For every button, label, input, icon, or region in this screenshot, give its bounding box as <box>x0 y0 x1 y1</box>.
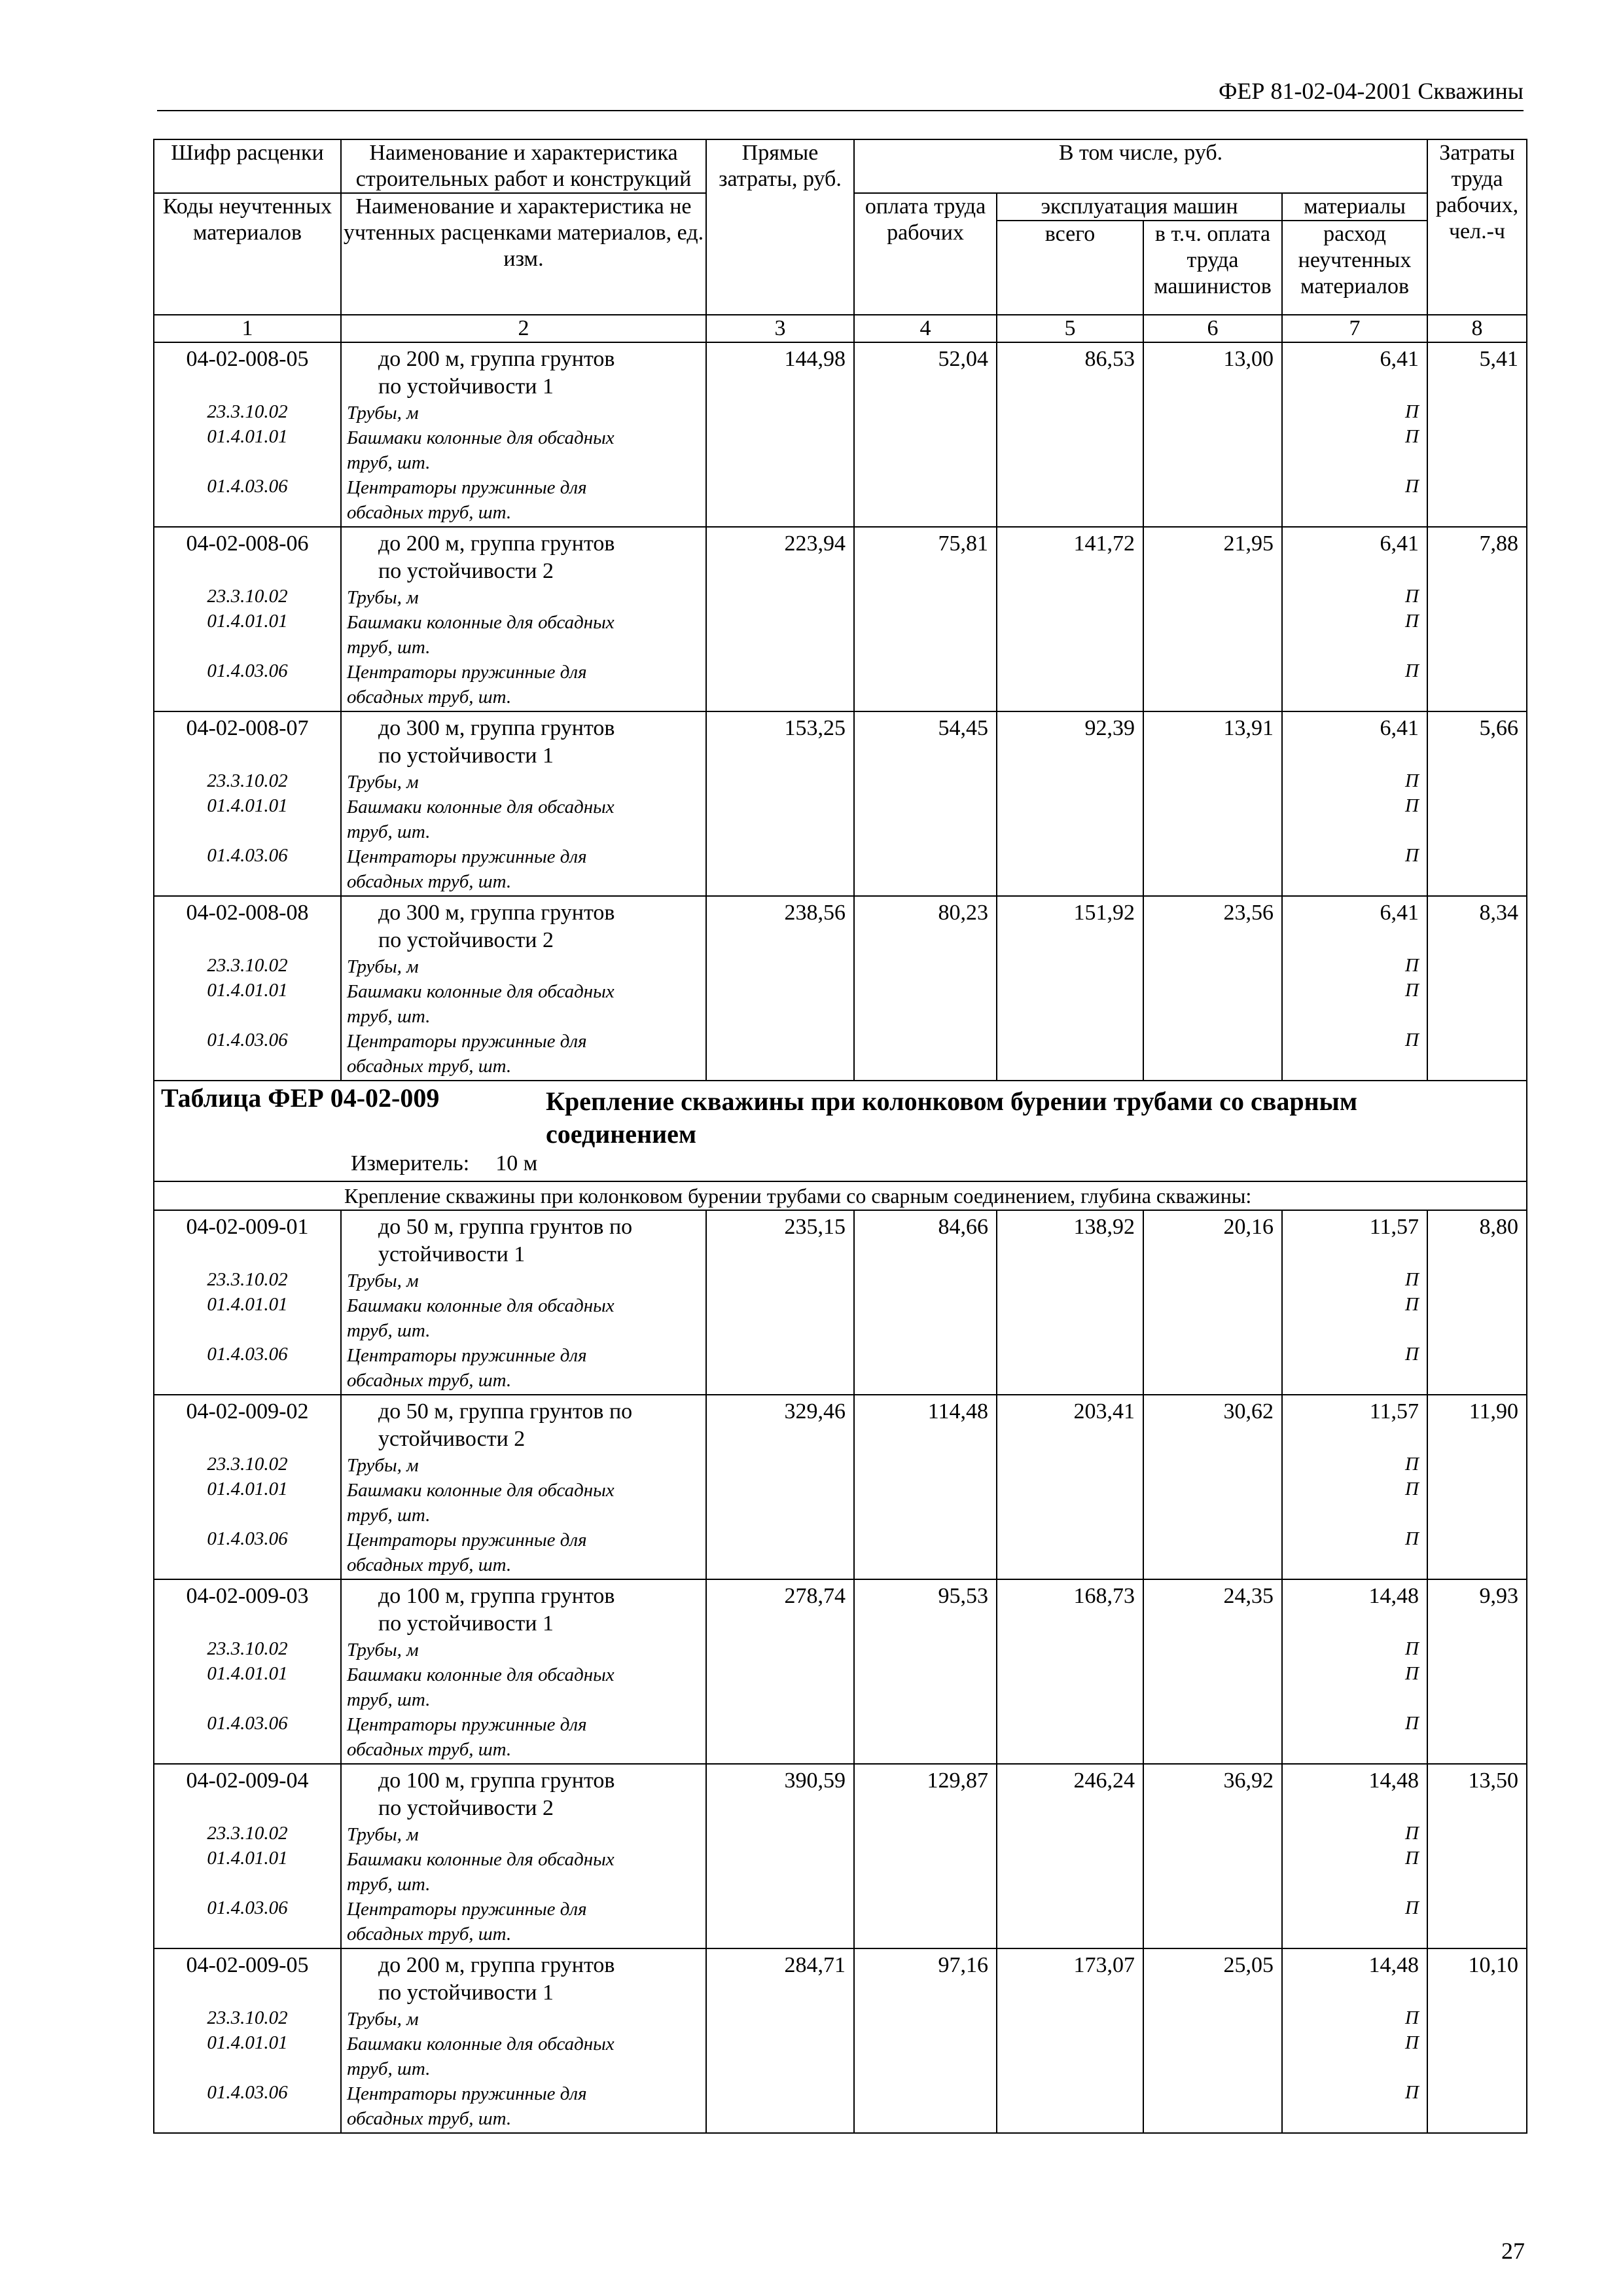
material-name: Башмаки колонные для обсадных труб, шт. <box>347 1664 615 1710</box>
material-name: Центраторы пружинные для обсадных труб, шт. <box>347 2083 587 2129</box>
materials-cost: 11,57 <box>1369 1215 1419 1239</box>
labor-pay: 84,66 <box>938 1215 988 1239</box>
material-name: Трубы, м <box>347 1640 419 1660</box>
labor-cell <box>1427 1210 1527 1395</box>
material-code: 23.3.10.02 <box>207 1454 288 1475</box>
labor-hours: 5,41 <box>1479 347 1518 371</box>
col-head-unacc-names: Наименование и характеристика не учтенных расценками материалов, ед. изм. <box>341 193 706 315</box>
machines-total: 173,07 <box>1073 1953 1135 1977</box>
material-qty: П <box>1405 426 1419 447</box>
labor-pay: 129,87 <box>927 1768 988 1793</box>
material-code: 01.4.01.01 <box>207 795 288 816</box>
material-name: Трубы, м <box>347 1455 419 1476</box>
rate-code-cell <box>154 1210 341 1395</box>
direct-cost: 153,25 <box>784 716 846 740</box>
column-numbers-row <box>154 315 1527 342</box>
machines-total-cell <box>997 896 1143 1081</box>
material-code: 01.4.03.06 <box>207 2082 288 2103</box>
material-name: Центраторы пружинные для обсадных труб, шт. <box>347 662 587 708</box>
rate-code: 04-02-008-05 <box>186 347 309 371</box>
machines-total-cell <box>997 711 1143 896</box>
material-qty: П <box>1405 2082 1419 2103</box>
labor-pay-cell <box>854 896 997 1081</box>
labor-hours: 8,34 <box>1479 901 1518 925</box>
rate-name-cell <box>341 1210 706 1395</box>
section-heading: Крепление скважины при колонковом бурении трубами со сварным соединением, глубина скважины: <box>154 1181 1527 1210</box>
machines-total-cell <box>997 527 1143 711</box>
machines-labor-pay-cell <box>1143 1764 1282 1948</box>
material-code: 01.4.03.06 <box>207 1030 288 1050</box>
col-head-labor: Затраты труда рабочих, чел.-ч <box>1427 139 1527 315</box>
machines-labor-pay: 21,95 <box>1223 531 1274 556</box>
machines-total: 86,53 <box>1084 347 1135 371</box>
labor-pay-cell <box>854 711 997 896</box>
machines-total: 203,41 <box>1073 1399 1135 1424</box>
rate-code: 04-02-009-04 <box>186 1768 309 1793</box>
material-name: Центраторы пружинные для обсадных труб, шт. <box>347 1530 587 1575</box>
labor-pay-cell <box>854 1395 997 1579</box>
materials-cell <box>1282 1579 1427 1764</box>
material-qty: П <box>1405 2032 1419 2053</box>
machines-labor-pay: 30,62 <box>1223 1399 1274 1424</box>
machines-total: 151,92 <box>1073 901 1135 925</box>
labor-cell <box>1427 1395 1527 1579</box>
materials-cell <box>1282 342 1427 527</box>
labor-cell <box>1427 1948 1527 2133</box>
labor-hours: 10,10 <box>1468 1953 1518 1977</box>
rate-row <box>154 711 1527 896</box>
machines-total-cell <box>997 1764 1143 1948</box>
material-code: 01.4.01.01 <box>207 611 288 632</box>
direct-cost-cell <box>706 1764 854 1948</box>
materials-cell <box>1282 1948 1427 2133</box>
material-code: 01.4.01.01 <box>207 1294 288 1315</box>
rate-name: до 300 м, группа грунтов по устойчивости 1 <box>378 716 615 768</box>
labor-pay: 97,16 <box>938 1953 988 1977</box>
column-number: 6 <box>1143 315 1282 342</box>
materials-cost: 6,41 <box>1380 901 1419 925</box>
material-code: 01.4.03.06 <box>207 1713 288 1734</box>
labor-hours: 13,50 <box>1468 1768 1518 1793</box>
material-name: Башмаки колонные для обсадных труб, шт. <box>347 981 615 1027</box>
material-name: Центраторы пружинные для обсадных труб, шт. <box>347 1899 587 1945</box>
material-qty: П <box>1405 955 1419 976</box>
labor-pay: 95,53 <box>938 1584 988 1608</box>
material-code: 01.4.03.06 <box>207 1528 288 1549</box>
material-code: 01.4.03.06 <box>207 476 288 497</box>
material-qty: П <box>1405 611 1419 632</box>
material-qty: П <box>1405 2007 1419 2028</box>
labor-hours: 8,80 <box>1479 1215 1518 1239</box>
labor-pay: 75,81 <box>938 531 988 556</box>
rate-code-cell <box>154 342 341 527</box>
table-title-block <box>154 1081 1527 1181</box>
rate-name: до 100 м, группа грунтов по устойчивости 1 <box>378 1584 615 1636</box>
rate-row <box>154 527 1527 711</box>
material-name: Башмаки колонные для обсадных труб, шт. <box>347 1480 615 1526</box>
machines-labor-pay: 13,91 <box>1223 716 1274 740</box>
rate-row <box>154 342 1527 527</box>
machines-labor-pay: 23,56 <box>1223 901 1274 925</box>
machines-labor-pay-cell <box>1143 711 1282 896</box>
labor-pay-cell <box>854 342 997 527</box>
rate-code: 04-02-008-07 <box>186 716 309 740</box>
machines-total-cell <box>997 1395 1143 1579</box>
labor-pay: 54,45 <box>938 716 988 740</box>
machines-labor-pay-cell <box>1143 896 1282 1081</box>
materials-cost: 6,41 <box>1380 531 1419 556</box>
rate-name: до 50 м, группа грунтов по устойчивости 1 <box>378 1215 633 1266</box>
machines-labor-pay-cell <box>1143 1210 1282 1395</box>
material-code: 01.4.01.01 <box>207 1479 288 1499</box>
measure-line <box>351 1151 563 1177</box>
material-code: 01.4.01.01 <box>207 426 288 447</box>
material-name: Центраторы пружинные для обсадных труб, шт. <box>347 1031 587 1077</box>
rate-row <box>154 1210 1527 1395</box>
rate-row <box>154 1395 1527 1579</box>
machines-total: 246,24 <box>1073 1768 1135 1793</box>
rate-row <box>154 896 1527 1081</box>
labor-cell <box>1427 711 1527 896</box>
direct-cost: 235,15 <box>784 1215 846 1239</box>
material-name: Трубы, м <box>347 1270 419 1291</box>
material-code: 01.4.01.01 <box>207 1663 288 1684</box>
rate-code-cell <box>154 896 341 1081</box>
materials-cost: 6,41 <box>1380 716 1419 740</box>
direct-cost: 223,94 <box>784 531 846 556</box>
machines-total-cell <box>997 1579 1143 1764</box>
column-number: 8 <box>1427 315 1527 342</box>
material-name: Башмаки колонные для обсадных труб, шт. <box>347 797 615 842</box>
rate-code: 04-02-008-08 <box>186 901 309 925</box>
col-head-machines: эксплуатация машин <box>997 193 1282 221</box>
material-name: Башмаки колонные для обсадных труб, шт. <box>347 1849 615 1895</box>
material-code: 01.4.03.06 <box>207 845 288 866</box>
materials-cost: 6,41 <box>1380 347 1419 371</box>
labor-cell <box>1427 1764 1527 1948</box>
direct-cost-cell <box>706 1579 854 1764</box>
rate-name-cell <box>341 1395 706 1579</box>
material-qty: П <box>1405 660 1419 681</box>
material-qty: П <box>1405 980 1419 1001</box>
machines-labor-pay-cell <box>1143 1579 1282 1764</box>
machines-total-cell <box>997 342 1143 527</box>
col-head-incl: В том числе, руб. <box>854 139 1427 193</box>
machines-labor-pay: 36,92 <box>1223 1768 1274 1793</box>
col-head-materials: материалы <box>1282 193 1427 221</box>
col-head-machines-total: всего <box>997 221 1143 315</box>
rate-name-cell <box>341 711 706 896</box>
material-name: Трубы, м <box>347 403 419 423</box>
material-qty: П <box>1405 1638 1419 1659</box>
material-qty: П <box>1405 1269 1419 1290</box>
column-number: 5 <box>997 315 1143 342</box>
rate-code: 04-02-009-01 <box>186 1215 309 1239</box>
labor-hours: 7,88 <box>1479 531 1518 556</box>
material-qty: П <box>1405 1897 1419 1918</box>
materials-cell <box>1282 527 1427 711</box>
direct-cost: 390,59 <box>784 1768 846 1793</box>
material-code: 01.4.01.01 <box>207 1848 288 1869</box>
material-name: Трубы, м <box>347 2009 419 2030</box>
labor-cell <box>1427 342 1527 527</box>
labor-pay: 52,04 <box>938 347 988 371</box>
direct-cost-cell <box>706 527 854 711</box>
machines-labor-pay-cell <box>1143 1948 1282 2133</box>
rate-name: до 300 м, группа грунтов по устойчивости 2 <box>378 901 615 952</box>
machines-total: 168,73 <box>1073 1584 1135 1608</box>
material-qty: П <box>1405 770 1419 791</box>
material-name: Трубы, м <box>347 587 419 608</box>
material-name: Центраторы пружинные для обсадных труб, шт. <box>347 1345 587 1391</box>
direct-cost: 284,71 <box>784 1953 846 1977</box>
labor-pay-cell <box>854 527 997 711</box>
material-qty: П <box>1405 795 1419 816</box>
labor-pay-cell <box>854 1764 997 1948</box>
material-qty: П <box>1405 476 1419 497</box>
material-name: Трубы, м <box>347 772 419 793</box>
column-number: 4 <box>854 315 997 342</box>
material-name: Центраторы пружинные для обсадных труб, шт. <box>347 477 587 523</box>
labor-hours: 5,66 <box>1479 716 1518 740</box>
labor-pay-cell <box>854 1948 997 2133</box>
materials-cell <box>1282 1395 1427 1579</box>
col-head-name: Наименование и характеристика строительных работ и конструкций <box>341 139 706 193</box>
material-qty: П <box>1405 1030 1419 1050</box>
col-head-unacc-materials: расход неучтенных материалов <box>1282 221 1427 315</box>
material-qty: П <box>1405 1454 1419 1475</box>
material-code: 23.3.10.02 <box>207 1269 288 1290</box>
col-head-unacc-codes: Коды неучтенных материалов <box>154 193 341 315</box>
direct-cost: 238,56 <box>784 901 846 925</box>
materials-cell <box>1282 896 1427 1081</box>
direct-cost: 144,98 <box>784 347 846 371</box>
material-qty: П <box>1405 1823 1419 1844</box>
col-head-machines-labor: в т.ч. оплата труда машинистов <box>1143 221 1282 315</box>
materials-cell <box>1282 1210 1427 1395</box>
rate-name-cell <box>341 527 706 711</box>
rate-code: 04-02-009-02 <box>186 1399 309 1424</box>
material-code: 01.4.03.06 <box>207 1897 288 1918</box>
column-number: 1 <box>154 315 341 342</box>
material-code: 23.3.10.02 <box>207 1823 288 1844</box>
machines-total: 138,92 <box>1073 1215 1135 1239</box>
rate-code-cell <box>154 1948 341 2133</box>
table-title: Крепление скважины при колонковом бурении трубами со сварным соединением <box>546 1086 1358 1149</box>
direct-cost: 278,74 <box>784 1584 846 1608</box>
material-code: 23.3.10.02 <box>207 1638 288 1659</box>
rate-code: 04-02-009-03 <box>186 1584 309 1608</box>
labor-pay: 80,23 <box>938 901 988 925</box>
materials-cost: 14,48 <box>1368 1953 1419 1977</box>
rate-name: до 100 м, группа грунтов по устойчивости 2 <box>378 1768 615 1820</box>
direct-cost-cell <box>706 1210 854 1395</box>
materials-cost: 11,57 <box>1369 1399 1419 1424</box>
rate-code-cell <box>154 1579 341 1764</box>
direct-cost: 329,46 <box>784 1399 846 1424</box>
rate-row <box>154 1764 1527 1948</box>
column-number: 3 <box>706 315 854 342</box>
machines-labor-pay: 13,00 <box>1223 347 1274 371</box>
material-code: 01.4.03.06 <box>207 660 288 681</box>
material-code: 23.3.10.02 <box>207 2007 288 2028</box>
direct-cost-cell <box>706 1395 854 1579</box>
rate-code: 04-02-008-06 <box>186 531 309 556</box>
column-number: 2 <box>341 315 706 342</box>
measure-label: Измеритель: <box>351 1151 470 1175</box>
machines-labor-pay: 25,05 <box>1223 1953 1274 1977</box>
column-number: 7 <box>1282 315 1427 342</box>
rates-table <box>153 139 1527 2134</box>
labor-pay: 114,48 <box>927 1399 988 1424</box>
materials-cell <box>1282 1764 1427 1948</box>
material-name: Башмаки колонные для обсадных труб, шт. <box>347 612 615 658</box>
rate-name: до 50 м, группа грунтов по устойчивости 2 <box>378 1399 633 1451</box>
material-name: Центраторы пружинные для обсадных труб, шт. <box>347 846 587 892</box>
labor-cell <box>1427 527 1527 711</box>
page-number: 27 <box>1501 2238 1525 2264</box>
measure-value: 10 м <box>495 1151 538 1175</box>
material-code: 23.3.10.02 <box>207 770 288 791</box>
rate-code-cell <box>154 1395 341 1579</box>
running-header-title: ФЕР 81-02-04-2001 Скважины <box>1218 78 1524 104</box>
rate-name-cell <box>341 342 706 527</box>
rate-code-cell <box>154 527 341 711</box>
rate-name-cell <box>341 1948 706 2133</box>
machines-total: 92,39 <box>1084 716 1135 740</box>
machines-labor-pay-cell <box>1143 1395 1282 1579</box>
material-code: 23.3.10.02 <box>207 401 288 422</box>
material-qty: П <box>1405 1528 1419 1549</box>
labor-cell <box>1427 896 1527 1081</box>
rate-name-cell <box>341 1764 706 1948</box>
labor-pay-cell <box>854 1579 997 1764</box>
machines-labor-pay-cell <box>1143 342 1282 527</box>
material-code: 01.4.01.01 <box>207 2032 288 2053</box>
material-name: Башмаки колонные для обсадных труб, шт. <box>347 427 615 473</box>
material-qty: П <box>1405 586 1419 607</box>
col-head-code: Шифр расценки <box>154 139 341 193</box>
machines-labor-pay: 24,35 <box>1223 1584 1274 1608</box>
rate-code-cell <box>154 711 341 896</box>
machines-total-cell <box>997 1948 1143 2133</box>
material-code: 01.4.03.06 <box>207 1344 288 1365</box>
material-qty: П <box>1405 845 1419 866</box>
machines-labor-pay: 20,16 <box>1223 1215 1274 1239</box>
material-qty: П <box>1405 401 1419 422</box>
direct-cost-cell <box>706 1948 854 2133</box>
material-qty: П <box>1405 1344 1419 1365</box>
material-code: 23.3.10.02 <box>207 955 288 976</box>
direct-cost-cell <box>706 342 854 527</box>
rate-code: 04-02-009-05 <box>186 1953 309 1977</box>
materials-cost: 14,48 <box>1368 1768 1419 1793</box>
material-name: Трубы, м <box>347 1824 419 1845</box>
direct-cost-cell <box>706 896 854 1081</box>
machines-total: 141,72 <box>1073 531 1135 556</box>
running-header <box>157 77 1524 111</box>
rate-name: до 200 м, группа грунтов по устойчивости 1 <box>378 347 615 399</box>
materials-cell <box>1282 711 1427 896</box>
rate-name-cell <box>341 1579 706 1764</box>
material-qty: П <box>1405 1663 1419 1684</box>
material-code: 01.4.01.01 <box>207 980 288 1001</box>
material-name: Башмаки колонные для обсадных труб, шт. <box>347 2034 615 2079</box>
table-label: Таблица ФЕР 04-02-009 <box>161 1083 440 1113</box>
material-name: Трубы, м <box>347 956 419 977</box>
direct-cost-cell <box>706 711 854 896</box>
rate-code-cell <box>154 1764 341 1948</box>
col-head-direct: Прямые затраты, руб. <box>706 139 854 315</box>
rate-name: до 200 м, группа грунтов по устойчивости 1 <box>378 1953 615 2005</box>
labor-cell <box>1427 1579 1527 1764</box>
rate-name-cell <box>341 896 706 1081</box>
material-qty: П <box>1405 1479 1419 1499</box>
material-name: Центраторы пружинные для обсадных труб, шт. <box>347 1714 587 1760</box>
materials-cost: 14,48 <box>1368 1584 1419 1608</box>
machines-total-cell <box>997 1210 1143 1395</box>
material-qty: П <box>1405 1713 1419 1734</box>
machines-labor-pay-cell <box>1143 527 1282 711</box>
labor-hours: 9,93 <box>1479 1584 1518 1608</box>
rate-name: до 200 м, группа грунтов по устойчивости 2 <box>378 531 615 583</box>
material-code: 23.3.10.02 <box>207 586 288 607</box>
rate-row <box>154 1948 1527 2133</box>
material-name: Башмаки колонные для обсадных труб, шт. <box>347 1295 615 1341</box>
col-head-labor-pay: оплата труда рабочих <box>854 193 997 315</box>
material-qty: П <box>1405 1848 1419 1869</box>
labor-pay-cell <box>854 1210 997 1395</box>
rate-row <box>154 1579 1527 1764</box>
labor-hours: 11,90 <box>1469 1399 1518 1424</box>
material-qty: П <box>1405 1294 1419 1315</box>
